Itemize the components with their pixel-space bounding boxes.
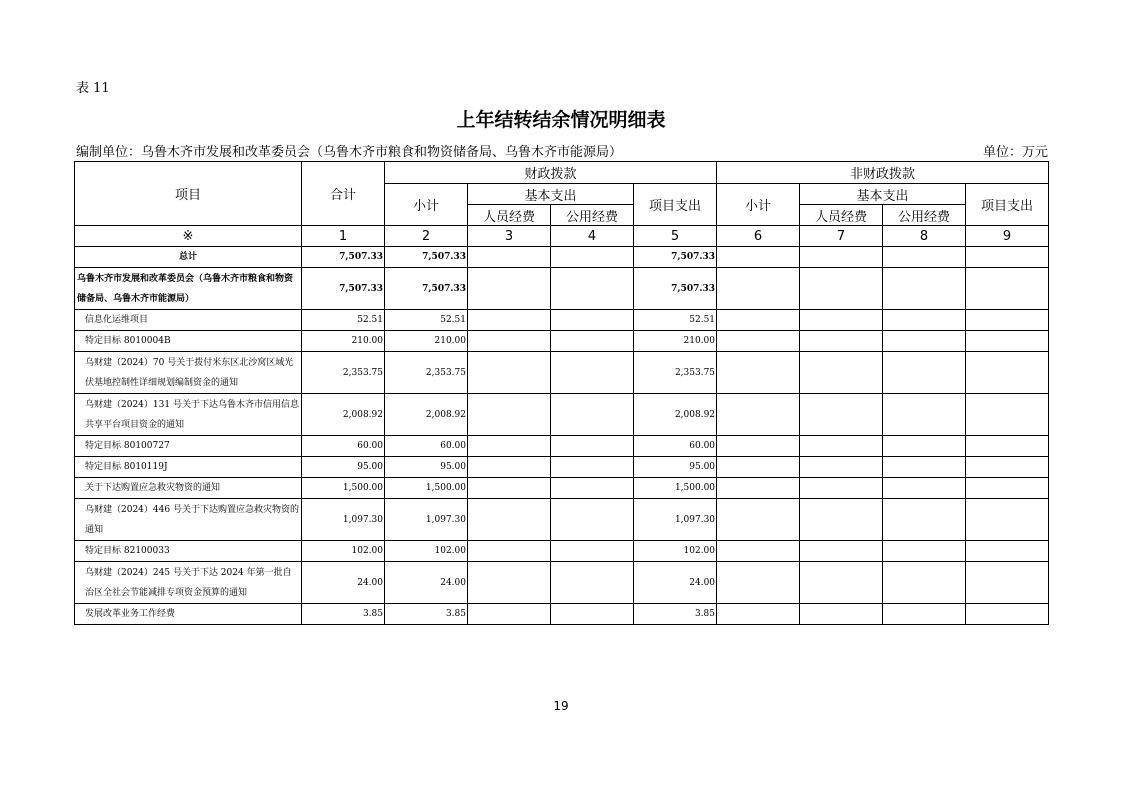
row-value-c1: 2,353.75 [302,352,385,394]
row-value-c4 [551,499,634,541]
table-row [75,541,1049,562]
row-value-c8 [883,499,966,541]
index-cell: 4 [551,226,634,247]
row-value-c6 [717,268,800,310]
row-value-c7 [800,331,883,352]
row-value-c4 [551,478,634,499]
row-value-c2: 102.00 [385,541,468,562]
index-cell: 7 [800,226,883,247]
row-value-c2: 3.85 [385,604,468,625]
row-value-c3 [468,352,551,394]
row-value-c2: 60.00 [385,436,468,457]
row-value-c7 [800,562,883,604]
row-value-c6 [717,436,800,457]
index-cell: 1 [302,226,385,247]
unit-label: 单位：万元 [982,145,1048,160]
row-value-c9 [966,331,1049,352]
row-value-c9 [966,394,1049,436]
header-row-1 [75,162,1049,184]
row-value-c2: 52.51 [385,310,468,331]
row-value-c7 [800,436,883,457]
row-value-c8 [883,331,966,352]
row-value-c6 [717,247,800,268]
table-row [75,478,1049,499]
row-value-c8 [883,562,966,604]
table-row [75,457,1049,478]
row-value-c1: 3.85 [302,604,385,625]
row-value-c3 [468,499,551,541]
row-value-c8 [883,247,966,268]
row-value-c9 [966,478,1049,499]
row-value-c5: 7,507.33 [634,268,717,310]
row-value-c7 [800,478,883,499]
org-unit-line [76,141,1048,160]
row-value-c2: 24.00 [385,562,468,604]
row-item-name: 发展改革业务工作经费 [75,604,302,625]
row-value-c4 [551,352,634,394]
row-value-c2: 2,008.92 [385,394,468,436]
row-value-c2: 1,097.30 [385,499,468,541]
row-value-c3 [468,331,551,352]
table-row [75,499,1049,541]
row-value-c9 [966,499,1049,541]
row-value-c5: 102.00 [634,541,717,562]
index-cell: 6 [717,226,800,247]
row-value-c9 [966,352,1049,394]
row-value-c1: 1,097.30 [302,499,385,541]
row-value-c2: 7,507.33 [385,268,468,310]
index-cell: 5 [634,226,717,247]
row-value-c8 [883,478,966,499]
row-value-c9 [966,604,1049,625]
row-value-c7 [800,541,883,562]
header-fiscal-project: 项目支出 [634,184,717,226]
table-row [75,562,1049,604]
header-total: 合计 [302,162,385,226]
org-name: 编制单位：乌鲁木齐市发展和改革委员会（乌鲁木齐市粮食和物资储备局、乌鲁木齐市能源局） [76,145,623,160]
row-value-c5: 95.00 [634,457,717,478]
row-value-c9 [966,436,1049,457]
table-row [75,352,1049,394]
header-fiscal: 财政拨款 [385,162,717,184]
row-value-c9 [966,562,1049,604]
row-value-c1: 210.00 [302,331,385,352]
row-value-c6 [717,541,800,562]
table-row [75,604,1049,625]
row-value-c5: 1,097.30 [634,499,717,541]
row-value-c5: 60.00 [634,436,717,457]
row-value-c6 [717,310,800,331]
row-value-c3 [468,478,551,499]
row-value-c7 [800,352,883,394]
row-item-name: 乌财建（2024）245 号关于下达 2024 年第一批自治区全社会节能减排专项资金预算的通知 [75,562,302,604]
row-item-name: 乌财建（2024）446 号关于下达购置应急救灾物资的通知 [75,499,302,541]
row-value-c2: 7,507.33 [385,247,468,268]
index-cell: ※ [75,226,302,247]
row-value-c4 [551,247,634,268]
header-fiscal-subtotal: 小计 [385,184,468,226]
row-value-c9 [966,457,1049,478]
row-value-c5: 52.51 [634,310,717,331]
row-value-c4 [551,268,634,310]
row-value-c5: 3.85 [634,604,717,625]
carryover-table [74,161,1049,625]
index-cell: 8 [883,226,966,247]
table-row [75,331,1049,352]
row-value-c4 [551,331,634,352]
row-value-c5: 24.00 [634,562,717,604]
row-value-c8 [883,268,966,310]
header-fiscal-public: 公用经费 [551,205,634,226]
table-row [75,394,1049,436]
index-cell: 9 [966,226,1049,247]
row-value-c7 [800,457,883,478]
row-value-c9 [966,268,1049,310]
row-value-c6 [717,352,800,394]
row-value-c2: 2,353.75 [385,352,468,394]
header-nonfiscal-project: 项目支出 [966,184,1049,226]
row-value-c6 [717,457,800,478]
index-cell: 3 [468,226,551,247]
header-nonfiscal-basic: 基本支出 [800,184,966,205]
row-value-c9 [966,541,1049,562]
row-value-c1: 52.51 [302,310,385,331]
row-value-c4 [551,604,634,625]
row-value-c1: 2,008.92 [302,394,385,436]
header-nonfiscal-personnel: 人员经费 [800,205,883,226]
row-value-c2: 1,500.00 [385,478,468,499]
row-value-c7 [800,310,883,331]
header-fiscal-personnel: 人员经费 [468,205,551,226]
row-value-c3 [468,604,551,625]
row-value-c3 [468,562,551,604]
row-item-name: 特定目标 8010004B [75,331,302,352]
row-value-c9 [966,247,1049,268]
row-value-c7 [800,394,883,436]
page-number: 19 [553,699,569,713]
row-value-c5: 2,008.92 [634,394,717,436]
row-item-name: 总计 [75,247,302,268]
row-value-c8 [883,604,966,625]
row-item-name: 乌财建（2024）131 号关于下达乌鲁木齐市信用信息共享平台项目资金的通知 [75,394,302,436]
table-row [75,268,1049,310]
row-value-c7 [800,247,883,268]
row-value-c6 [717,478,800,499]
row-value-c1: 102.00 [302,541,385,562]
row-value-c5: 210.00 [634,331,717,352]
row-item-name: 关于下达购置应急救灾物资的通知 [75,478,302,499]
row-value-c5: 2,353.75 [634,352,717,394]
row-value-c2: 95.00 [385,457,468,478]
row-value-c3 [468,310,551,331]
row-value-c3 [468,436,551,457]
row-value-c5: 1,500.00 [634,478,717,499]
row-value-c4 [551,562,634,604]
table-row [75,436,1049,457]
row-value-c4 [551,394,634,436]
row-item-name: 特定目标 8010119J [75,457,302,478]
row-value-c9 [966,310,1049,331]
row-value-c1: 60.00 [302,436,385,457]
row-value-c7 [800,499,883,541]
row-value-c7 [800,604,883,625]
total-row [75,247,1049,268]
row-value-c8 [883,457,966,478]
row-value-c6 [717,604,800,625]
row-value-c2: 210.00 [385,331,468,352]
row-value-c3 [468,268,551,310]
row-value-c1: 95.00 [302,457,385,478]
header-nonfiscal-public: 公用经费 [883,205,966,226]
row-value-c3 [468,541,551,562]
row-value-c6 [717,499,800,541]
header-nonfiscal-subtotal: 小计 [717,184,800,226]
row-value-c1: 7,507.33 [302,268,385,310]
row-value-c4 [551,541,634,562]
row-value-c8 [883,394,966,436]
table-number: 表 11 [76,81,110,96]
row-value-c7 [800,268,883,310]
row-value-c8 [883,541,966,562]
header-nonfiscal: 非财政拨款 [717,162,1049,184]
row-item-name: 乌财建（2024）70 号关于拨付米东区北沙窝区域光伏基地控制性详细规划编制资金的通知 [75,352,302,394]
table-row [75,310,1049,331]
row-value-c8 [883,352,966,394]
index-cell: 2 [385,226,468,247]
row-value-c6 [717,394,800,436]
row-value-c4 [551,310,634,331]
row-value-c1: 1,500.00 [302,478,385,499]
row-value-c8 [883,436,966,457]
row-value-c3 [468,247,551,268]
row-item-name: 信息化运维项目 [75,310,302,331]
row-value-c1: 7,507.33 [302,247,385,268]
page-title: 上年结转结余情况明细表 [456,109,666,131]
row-value-c5: 7,507.33 [634,247,717,268]
row-value-c4 [551,457,634,478]
row-value-c3 [468,457,551,478]
row-item-name: 特定目标 82100033 [75,541,302,562]
row-value-c3 [468,394,551,436]
row-item-name: 乌鲁木齐市发展和改革委员会（乌鲁木齐市粮食和物资储备局、乌鲁木齐市能源局） [75,268,302,310]
row-value-c6 [717,562,800,604]
row-value-c1: 24.00 [302,562,385,604]
row-value-c8 [883,310,966,331]
row-value-c6 [717,331,800,352]
row-item-name: 特定目标 80100727 [75,436,302,457]
column-index-row [75,226,1049,247]
header-item: 项目 [75,162,302,226]
row-value-c4 [551,436,634,457]
header-fiscal-basic: 基本支出 [468,184,634,205]
